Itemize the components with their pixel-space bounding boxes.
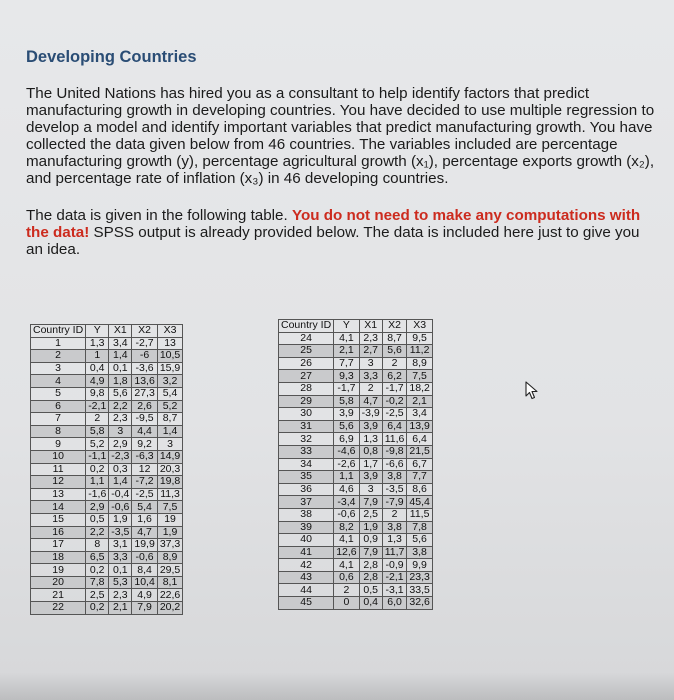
table-cell: 7,8: [407, 521, 432, 534]
table-cell: 5,6: [382, 345, 407, 358]
table-cell: 6,4: [382, 420, 407, 433]
table-cell: 7,9: [359, 496, 382, 509]
table-row: [31, 539, 183, 552]
table-cell: -0,9: [382, 559, 407, 572]
table-row: [31, 450, 183, 463]
table-cell: 8: [31, 425, 86, 438]
table-cell: 3: [359, 357, 382, 370]
table-cell: 8,9: [157, 551, 182, 564]
table-cell: 2,1: [334, 345, 359, 358]
table-cell: 16: [31, 526, 86, 539]
table-cell: 19: [31, 564, 86, 577]
table-cell: 3,9: [334, 408, 359, 421]
table-row: [279, 508, 433, 521]
table-cell: 10,5: [157, 350, 182, 363]
table-cell: 22: [31, 602, 86, 615]
table-row: [31, 513, 183, 526]
table-cell: 5,6: [334, 420, 359, 433]
table-cell: -2,5: [132, 488, 157, 501]
table-cell: 31: [279, 420, 334, 433]
table-cell: 7,9: [132, 602, 157, 615]
table-cell: 6,4: [407, 433, 432, 446]
table-cell: 2,7: [359, 345, 382, 358]
table-cell: 0,2: [86, 602, 109, 615]
table-cell: 28: [279, 382, 334, 395]
table-cell: 2,8: [359, 571, 382, 584]
table-row: [279, 370, 433, 383]
header-x1: X1: [359, 320, 382, 333]
table-cell: 20,2: [157, 602, 182, 615]
header-x3: X3: [157, 325, 182, 338]
table-cell: 8,1: [157, 576, 182, 589]
table-cell: 27,3: [132, 387, 157, 400]
table-row: [31, 589, 183, 602]
table-cell: -0,6: [334, 508, 359, 521]
table-row: [279, 571, 433, 584]
table-row: [31, 375, 183, 388]
table-cell: -0,6: [132, 551, 157, 564]
table-cell: -1,7: [334, 382, 359, 395]
table-cell: 2,2: [109, 400, 132, 413]
table-row: [279, 471, 433, 484]
table-cell: 1,4: [109, 476, 132, 489]
table-row: [31, 476, 183, 489]
table-cell: -3,1: [382, 584, 407, 597]
table-cell: 20: [31, 576, 86, 589]
table-cell: 11,7: [382, 546, 407, 559]
table-cell: 0,6: [334, 571, 359, 584]
table-cell: 0,3: [109, 463, 132, 476]
table-cell: 45,4: [407, 496, 432, 509]
table-cell: 13,6: [132, 375, 157, 388]
table-cell: 3,9: [359, 420, 382, 433]
table-cell: 1,8: [109, 375, 132, 388]
table-row: [31, 362, 183, 375]
table-cell: 8,6: [407, 483, 432, 496]
table-cell: 0,8: [359, 445, 382, 458]
table-cell: 14: [31, 501, 86, 514]
data-note-paragraph: [26, 207, 656, 258]
table-cell: 39: [279, 521, 334, 534]
table-cell: -7,9: [382, 496, 407, 509]
table-cell: 38: [279, 508, 334, 521]
table-cell: -6: [132, 350, 157, 363]
content-area: [26, 48, 656, 258]
table-cell: -0,4: [109, 488, 132, 501]
table-cell: 7,9: [359, 546, 382, 559]
table-cell: 21,5: [407, 445, 432, 458]
table-cell: 18: [31, 551, 86, 564]
table-cell: 15,9: [157, 362, 182, 375]
table-cell: 11,5: [407, 508, 432, 521]
table-cell: 4,1: [334, 332, 359, 345]
table-cell: -3,5: [382, 483, 407, 496]
table-cell: 7,7: [334, 357, 359, 370]
table-cell: -3,5: [109, 526, 132, 539]
table-cell: 5: [31, 387, 86, 400]
mouse-pointer-icon: [525, 381, 539, 401]
table-cell: 27: [279, 370, 334, 383]
table-cell: 10,4: [132, 576, 157, 589]
table-cell: -6,3: [132, 450, 157, 463]
table-cell: 3,3: [109, 551, 132, 564]
table-row: [279, 345, 433, 358]
table-cell: 2,1: [407, 395, 432, 408]
table-row: [279, 357, 433, 370]
table-cell: -2,5: [382, 408, 407, 421]
table-cell: 4,4: [132, 425, 157, 438]
table-cell: -0,6: [109, 501, 132, 514]
table-cell: 4,1: [334, 559, 359, 572]
table-row: [279, 382, 433, 395]
table-cell: -2,1: [86, 400, 109, 413]
table-cell: 0,4: [86, 362, 109, 375]
table-cell: 2,3: [109, 413, 132, 426]
table-cell: 3,8: [407, 546, 432, 559]
table-cell: 23,3: [407, 571, 432, 584]
table-cell: 2,3: [109, 589, 132, 602]
table-cell: -0,2: [382, 395, 407, 408]
data-note-end: SPSS output is already provided below. The data is included here just to give you an idea.: [26, 224, 640, 258]
table-row: [31, 602, 183, 615]
table-cell: 7,8: [86, 576, 109, 589]
table-cell: 3,9: [359, 471, 382, 484]
table-cell: -2,3: [109, 450, 132, 463]
table-cell: 1,1: [334, 471, 359, 484]
table-row: [279, 332, 433, 345]
table-cell: 2: [31, 350, 86, 363]
table-row: [31, 463, 183, 476]
table-cell: 1,3: [86, 337, 109, 350]
table-cell: 2,5: [86, 589, 109, 602]
table-cell: 3,3: [359, 370, 382, 383]
table-cell: 3: [157, 438, 182, 451]
table-cell: -2,6: [334, 458, 359, 471]
table-cell: 6,2: [382, 370, 407, 383]
table-cell: 9,5: [407, 332, 432, 345]
table-cell: 4,9: [132, 589, 157, 602]
table-cell: 0,9: [359, 534, 382, 547]
table-cell: -9,5: [132, 413, 157, 426]
table-cell: 1,6: [132, 513, 157, 526]
table-cell: 4,1: [334, 534, 359, 547]
table-cell: 41: [279, 546, 334, 559]
table-cell: 9,8: [86, 387, 109, 400]
table-cell: 8,4: [132, 564, 157, 577]
table-row: [279, 395, 433, 408]
table-cell: 3: [109, 425, 132, 438]
table-cell: 3,4: [109, 337, 132, 350]
table-cell: 3,8: [382, 521, 407, 534]
page-title: Developing Countries: [26, 48, 197, 66]
table-cell: 20,3: [157, 463, 182, 476]
table-cell: 7: [31, 413, 86, 426]
table-cell: 2,5: [359, 508, 382, 521]
table-cell: 12,6: [334, 546, 359, 559]
table-cell: 26: [279, 357, 334, 370]
table-cell: 2,3: [359, 332, 382, 345]
table-cell: 1,9: [157, 526, 182, 539]
table-row: [279, 546, 433, 559]
table-cell: 4,6: [334, 483, 359, 496]
table-cell: 1,4: [109, 350, 132, 363]
table-cell: 1,3: [382, 534, 407, 547]
table-cell: -2,1: [382, 571, 407, 584]
table-cell: 3,8: [382, 471, 407, 484]
bottom-shade: [0, 672, 674, 700]
table-cell: 10: [31, 450, 86, 463]
table-cell: 6,5: [86, 551, 109, 564]
table-cell: 2: [382, 357, 407, 370]
table-cell: 8: [86, 539, 109, 552]
table-cell: 2,8: [359, 559, 382, 572]
table-cell: 3: [359, 483, 382, 496]
table-row: [31, 438, 183, 451]
table-row: [279, 521, 433, 534]
data-table-left: [30, 324, 183, 615]
table-cell: 1,7: [359, 458, 382, 471]
table-cell: 9,2: [132, 438, 157, 451]
table-cell: 2: [86, 413, 109, 426]
table-row: [279, 433, 433, 446]
table-cell: 44: [279, 584, 334, 597]
table-cell: 45: [279, 597, 334, 610]
table-cell: 0,2: [86, 463, 109, 476]
table-row: [279, 534, 433, 547]
table-cell: 1: [31, 337, 86, 350]
table-header-row: [279, 320, 433, 333]
table-cell: 37: [279, 496, 334, 509]
table-cell: 1: [86, 350, 109, 363]
table-header-row: [31, 325, 183, 338]
table-cell: 32,6: [407, 597, 432, 610]
table-cell: 22,6: [157, 589, 182, 602]
table-cell: 40: [279, 534, 334, 547]
table-cell: 8,9: [407, 357, 432, 370]
data-table-right: [278, 319, 433, 610]
table-cell: 13,9: [407, 420, 432, 433]
table-cell: -1,7: [382, 382, 407, 395]
table-cell: 19,9: [132, 539, 157, 552]
table-cell: 5,2: [157, 400, 182, 413]
table-cell: 9,3: [334, 370, 359, 383]
table-row: [31, 400, 183, 413]
table-cell: 5,6: [407, 534, 432, 547]
table-cell: 2,1: [109, 602, 132, 615]
header-x3: X3: [407, 320, 432, 333]
table-row: [31, 526, 183, 539]
table-cell: 29,5: [157, 564, 182, 577]
table-cell: 2,6: [132, 400, 157, 413]
table-cell: -1,6: [86, 488, 109, 501]
table-cell: -3,4: [334, 496, 359, 509]
table-cell: 0,5: [359, 584, 382, 597]
table-cell: 12: [132, 463, 157, 476]
table-cell: 5,4: [157, 387, 182, 400]
table-cell: 2: [334, 584, 359, 597]
table-cell: 1,4: [157, 425, 182, 438]
intro-paragraph: The United Nations has hired you as a consultant to help identify factors that predict manufacturing growth in developing countries. You have decided to use multiple regression to develop a model and identify important variables that predict manufacturing growth. You have collected the data given below from 46 countries. The variables included are percentage manufacturing growth (y), percentage agricultural growth (x₁), percentage exports growth (x₂), and percentage rate of inflation (x₃) in 46 developing countries.: [26, 85, 655, 187]
table-cell: 2: [359, 382, 382, 395]
table-row: [31, 425, 183, 438]
table-row: [279, 408, 433, 421]
table-cell: 0,4: [359, 597, 382, 610]
header-y: Y: [86, 325, 109, 338]
table-cell: 37,3: [157, 539, 182, 552]
table-cell: -9,8: [382, 445, 407, 458]
table-row: [31, 337, 183, 350]
table-row: [31, 551, 183, 564]
table-cell: 42: [279, 559, 334, 572]
table-cell: 3: [31, 362, 86, 375]
table-cell: 0,5: [86, 513, 109, 526]
table-cell: 43: [279, 571, 334, 584]
table-cell: 12: [31, 476, 86, 489]
header-x1: X1: [109, 325, 132, 338]
table-cell: 1,9: [109, 513, 132, 526]
header-country-id: Country ID: [31, 325, 86, 338]
table-row: [279, 420, 433, 433]
table-cell: 6,7: [407, 458, 432, 471]
table-row: [31, 576, 183, 589]
table-cell: 1,3: [359, 433, 382, 446]
table-cell: 33,5: [407, 584, 432, 597]
table-cell: 2,2: [86, 526, 109, 539]
table-cell: 32: [279, 433, 334, 446]
table-cell: -3,9: [359, 408, 382, 421]
table-row: [279, 496, 433, 509]
table-cell: 1,1: [86, 476, 109, 489]
header-x2: X2: [132, 325, 157, 338]
table-cell: 6: [31, 400, 86, 413]
table-cell: 9: [31, 438, 86, 451]
table-row: [279, 458, 433, 471]
header-country-id: Country ID: [279, 320, 334, 333]
data-note-start: The data is given in the following table.: [26, 207, 292, 224]
table-cell: 9,9: [407, 559, 432, 572]
table-cell: 5,8: [334, 395, 359, 408]
table-cell: -2,7: [132, 337, 157, 350]
table-cell: -6,6: [382, 458, 407, 471]
table-cell: 17: [31, 539, 86, 552]
table-row: [279, 597, 433, 610]
table-cell: 11,2: [407, 345, 432, 358]
table-cell: 11,6: [382, 433, 407, 446]
table-cell: 5,3: [109, 576, 132, 589]
table-cell: 13: [31, 488, 86, 501]
table-cell: 21: [31, 589, 86, 602]
table-cell: 19,8: [157, 476, 182, 489]
table-cell: 7,7: [407, 471, 432, 484]
table-cell: 8,7: [382, 332, 407, 345]
table-cell: 33: [279, 445, 334, 458]
table-cell: -3,6: [132, 362, 157, 375]
table-row: [31, 387, 183, 400]
table-cell: 29: [279, 395, 334, 408]
table-cell: 4: [31, 375, 86, 388]
table-cell: 0,1: [109, 564, 132, 577]
table-cell: 8,2: [334, 521, 359, 534]
table-cell: 15: [31, 513, 86, 526]
table-cell: 11: [31, 463, 86, 476]
table-cell: 2: [382, 508, 407, 521]
header-y: Y: [334, 320, 359, 333]
table-cell: 4,7: [359, 395, 382, 408]
table-row: [279, 584, 433, 597]
table-cell: 18,2: [407, 382, 432, 395]
table-cell: 36: [279, 483, 334, 496]
table-cell: 35: [279, 471, 334, 484]
table-row: [31, 488, 183, 501]
table-cell: 6,9: [334, 433, 359, 446]
table-cell: 4,7: [132, 526, 157, 539]
table-cell: 0,2: [86, 564, 109, 577]
table-cell: 2,9: [109, 438, 132, 451]
table-row: [279, 445, 433, 458]
data-note-warning: You do not need to make any computations with the data!: [26, 207, 641, 241]
table-cell: 6,0: [382, 597, 407, 610]
table-cell: 13: [157, 337, 182, 350]
table-row: [31, 564, 183, 577]
table-row: [279, 559, 433, 572]
table-cell: 5,6: [109, 387, 132, 400]
table-cell: 5,8: [86, 425, 109, 438]
table-cell: 2,9: [86, 501, 109, 514]
table-row: [31, 350, 183, 363]
table-cell: 7,5: [407, 370, 432, 383]
table-cell: 0,1: [109, 362, 132, 375]
table-cell: 3,4: [407, 408, 432, 421]
table-cell: 4,9: [86, 375, 109, 388]
table-cell: 19: [157, 513, 182, 526]
table-cell: 14,9: [157, 450, 182, 463]
header-x2: X2: [382, 320, 407, 333]
table-cell: -1,1: [86, 450, 109, 463]
table-row: [279, 483, 433, 496]
table-row: [31, 501, 183, 514]
table-cell: -4,6: [334, 445, 359, 458]
table-cell: 11,3: [157, 488, 182, 501]
table-cell: 5,4: [132, 501, 157, 514]
table-cell: 3,1: [109, 539, 132, 552]
table-cell: 7,5: [157, 501, 182, 514]
table-cell: 8,7: [157, 413, 182, 426]
table-cell: 30: [279, 408, 334, 421]
table-cell: 25: [279, 345, 334, 358]
table-cell: 0: [334, 597, 359, 610]
table-row: [31, 413, 183, 426]
table-cell: -7,2: [132, 476, 157, 489]
table-cell: 34: [279, 458, 334, 471]
table-cell: 24: [279, 332, 334, 345]
table-cell: 1,9: [359, 521, 382, 534]
table-cell: 5,2: [86, 438, 109, 451]
table-cell: 3,2: [157, 375, 182, 388]
